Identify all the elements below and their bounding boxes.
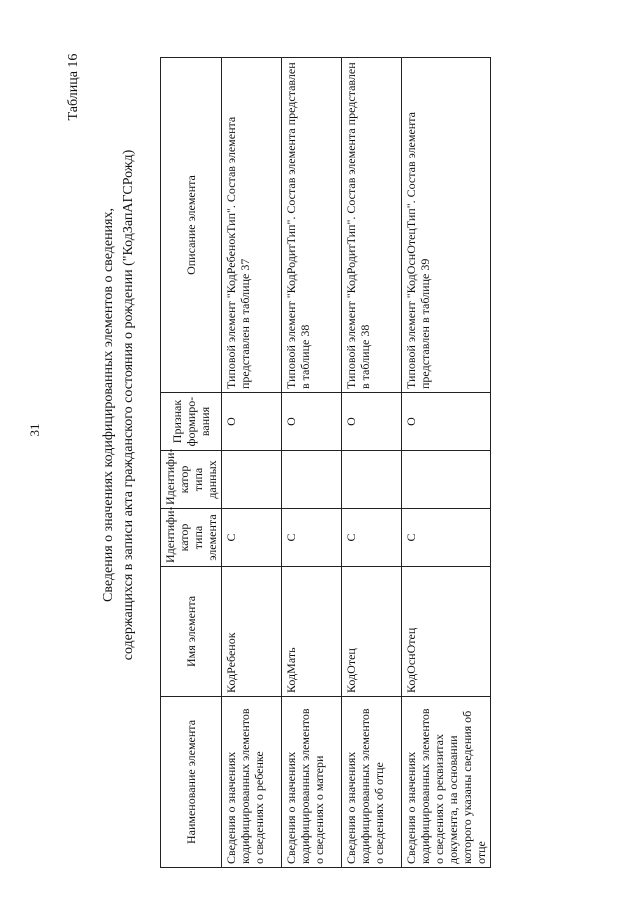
header-elem-type: Идентифи-катор типа элемента xyxy=(161,509,222,567)
table-title xyxy=(99,150,139,661)
cell-element: КодМать xyxy=(282,567,342,697)
header-row xyxy=(161,58,222,868)
cell-name: Сведения о значениях кодифицированных элементов о сведениях о матери xyxy=(282,697,342,868)
cell-element: КодРебенок xyxy=(222,567,282,697)
cell-sign: О xyxy=(222,393,282,451)
elements-table xyxy=(160,57,491,868)
header-name: Наименование элемента xyxy=(161,697,222,868)
header-desc: Описание элемента xyxy=(161,58,222,393)
cell-data-type xyxy=(222,451,282,509)
title-line-1: Сведения о значениях кодифицированных элементов о сведениях, xyxy=(101,208,116,602)
header-data-type: Идентифи-катор типа данных xyxy=(161,451,222,509)
table-container xyxy=(160,58,488,868)
table-row xyxy=(222,58,282,868)
title-line-2: содержащихся в записи акта гражданского состояния о рождении ("КодЗапАГСРожд) xyxy=(121,149,136,661)
table-label: Таблица 16 xyxy=(66,53,81,121)
cell-elem-type: С xyxy=(402,509,491,567)
cell-desc: Типовой элемент "КодРодитТип". Состав элемента представлен в таблице 38 xyxy=(282,58,342,393)
cell-elem-type: С xyxy=(282,509,342,567)
cell-sign: О xyxy=(342,393,402,451)
cell-sign: О xyxy=(282,393,342,451)
header-element: Имя элемента xyxy=(161,567,222,697)
cell-data-type xyxy=(282,451,342,509)
cell-element: КодОснОтец xyxy=(402,567,491,697)
table-row xyxy=(402,58,491,868)
cell-elem-type: С xyxy=(342,509,402,567)
table-row xyxy=(282,58,342,868)
cell-desc: Типовой элемент "КодРодитТип". Состав элемента представлен в таблице 38 xyxy=(342,58,402,393)
cell-data-type xyxy=(342,451,402,509)
cell-element: КодОтец xyxy=(342,567,402,697)
rotated-table xyxy=(160,58,488,868)
cell-elem-type: С xyxy=(222,509,282,567)
page-number: 31 xyxy=(27,423,42,437)
header-sign: Признак формиро-вания xyxy=(161,393,222,451)
cell-sign: О xyxy=(402,393,491,451)
cell-name: Сведения о значениях кодифицированных элементов о сведениях о реквизитах документа, на основании которого указаны сведения об отце xyxy=(402,697,491,868)
cell-desc: Типовой элемент "КодРебенокТип". Состав элемента представлен в таблице 37 xyxy=(222,58,282,393)
cell-name: Сведения о значениях кодифицированных элементов о сведениях об отце xyxy=(342,697,402,868)
cell-desc: Типовой элемент "КодОснОтецТип". Состав элемента представлен в таблице 39 xyxy=(402,58,491,393)
cell-name: Сведения о значениях кодифицированных элементов о сведениях о ребенке xyxy=(222,697,282,868)
cell-data-type xyxy=(402,451,491,509)
table-row xyxy=(342,58,402,868)
